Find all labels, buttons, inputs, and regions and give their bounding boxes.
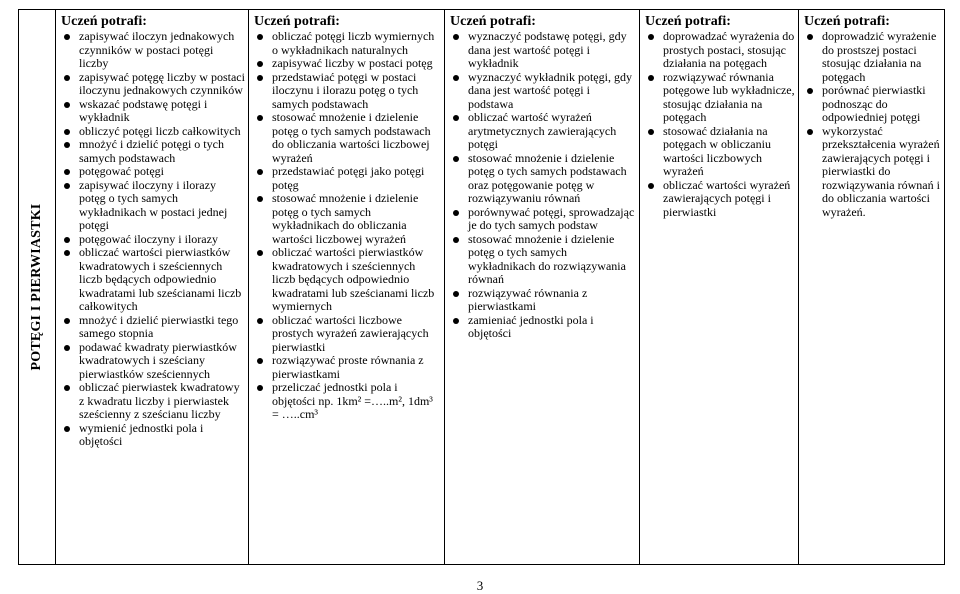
list-item: zapisywać liczby w postaci potęg — [254, 57, 441, 71]
list-item: obliczać wartości wyrażeń zawierających potęgi i pierwiastki — [645, 179, 795, 220]
list-item: potęgować iloczyny i ilorazy — [61, 233, 245, 247]
list-item: porównać pierwiastki podnosząc do odpowiedniej potęgi — [804, 84, 941, 125]
column-grade-4 — [445, 10, 640, 565]
list-item: obliczać wartości pierwiastków kwadratowych i sześciennych liczb będących odpowiednio kwadratami lub sześcianami liczb wymiernych — [254, 246, 441, 314]
list-item: porównywać potęgi, sprowadzając je do tych samych podstaw — [450, 206, 636, 233]
list-item: stosować mnożenie i dzielenie potęg o tych samych podstawach do obliczania wartości liczbowej wyrażeń — [254, 111, 441, 165]
list-item: rozwiązywać równania z pierwiastkami — [450, 287, 636, 314]
requirements-list — [61, 30, 245, 449]
list-item: przedstawiać potęgi w postaci iloczynu i ilorazu potęg o tych samych podstawach — [254, 71, 441, 112]
column-grade-6 — [799, 10, 945, 565]
requirements-list — [804, 30, 941, 219]
column-grade-5 — [640, 10, 799, 565]
list-item: wykorzystać przekształcenia wyrażeń zawierających potęgi i pierwiastki do rozwiązywania równań i do obliczania wartości wyrażeń. — [804, 125, 941, 220]
column-heading: Uczeń potrafi: — [61, 14, 147, 29]
requirements-list — [254, 30, 441, 422]
list-item: wyznaczyć wykładnik potęgi, gdy dana jest wartość potęgi i podstawa — [450, 71, 636, 112]
list-item: potęgować potęgi — [61, 165, 245, 179]
requirements-table — [18, 9, 945, 565]
list-item: mnożyć i dzielić pierwiastki tego samego stopnia — [61, 314, 245, 341]
list-item: podawać kwadraty pierwiastków kwadratowych i sześciany pierwiastków sześciennych — [61, 341, 245, 382]
column-grade-2 — [56, 10, 249, 565]
column-heading: Uczeń potrafi: — [450, 14, 536, 29]
table-row — [19, 10, 945, 565]
list-item: obliczać pierwiastek kwadratowy z kwadratu liczby i pierwiastek sześcienny z sześcianu liczby — [61, 381, 245, 422]
list-item: obliczać wartość wyrażeń arytmetycznych zawierających potęgi — [450, 111, 636, 152]
list-item: obliczać wartości liczbowe prostych wyrażeń zawierających pierwiastki — [254, 314, 441, 355]
list-item: wskazać podstawę potęgi i wykładnik — [61, 98, 245, 125]
list-item: stosować mnożenie i dzielenie potęg o tych samych wykładnikach do rozwiązywania równań — [450, 233, 636, 287]
list-item: wymienić jednostki pola i objętości — [61, 422, 245, 449]
list-item: zapisywać iloczyny i ilorazy potęg o tych samych wykładnikach w postaci jednej potęgi — [61, 179, 245, 233]
list-item: doprowadzić wyrażenie do prostszej postaci stosując działania na potęgach — [804, 30, 941, 84]
list-item: doprowadzać wyrażenia do prostych postaci, stosując działania na potęgach — [645, 30, 795, 71]
requirements-list — [645, 30, 795, 219]
list-item: stosować mnożenie i dzielenie potęg o tych samych wykładnikach do obliczania wartości liczbowej wyrażeń — [254, 192, 441, 246]
list-item: obliczać wartości pierwiastków kwadratowych i sześciennych liczb będących odpowiednio kwadratami lub sześcianami liczb całkowitych — [61, 246, 245, 314]
column-heading: Uczeń potrafi: — [804, 14, 890, 29]
list-item: przeliczać jednostki pola i objętości np. 1km² =…..m², 1dm³ = …..cm³ — [254, 381, 441, 422]
list-item: stosować działania na potęgach w obliczaniu wartości liczbowych wyrażeń — [645, 125, 795, 179]
list-item: zamieniać jednostki pola i objętości — [450, 314, 636, 341]
section-title: POTĘGI I PIERWIASTKI — [29, 203, 44, 371]
requirements-list — [450, 30, 636, 341]
column-grade-3 — [249, 10, 445, 565]
list-item: obliczać potęgi liczb wymiernych o wykładnikach naturalnych — [254, 30, 441, 57]
list-item: obliczyć potęgi liczb całkowitych — [61, 125, 245, 139]
list-item: rozwiązywać proste równania z pierwiastkami — [254, 354, 441, 381]
list-item: zapisywać potęgę liczby w postaci iloczynu jednakowych czynników — [61, 71, 245, 98]
column-heading: Uczeń potrafi: — [645, 14, 731, 29]
section-title-cell — [19, 10, 56, 565]
list-item: wyznaczyć podstawę potęgi, gdy dana jest wartość potęgi i wykładnik — [450, 30, 636, 71]
list-item: rozwiązywać równania potęgowe lub wykładnicze, stosując działania na potęgach — [645, 71, 795, 125]
list-item: zapisywać iloczyn jednakowych czynników w postaci potęgi liczby — [61, 30, 245, 71]
list-item: stosować mnożenie i dzielenie potęg o tych samych podstawach oraz potęgowanie potęg w rozwiązywaniu równań — [450, 152, 636, 206]
column-heading: Uczeń potrafi: — [254, 14, 340, 29]
list-item: mnożyć i dzielić potęgi o tych samych podstawach — [61, 138, 245, 165]
page-number: 3 — [476, 578, 484, 593]
list-item: przedstawiać potęgi jako potęgi potęg — [254, 165, 441, 192]
